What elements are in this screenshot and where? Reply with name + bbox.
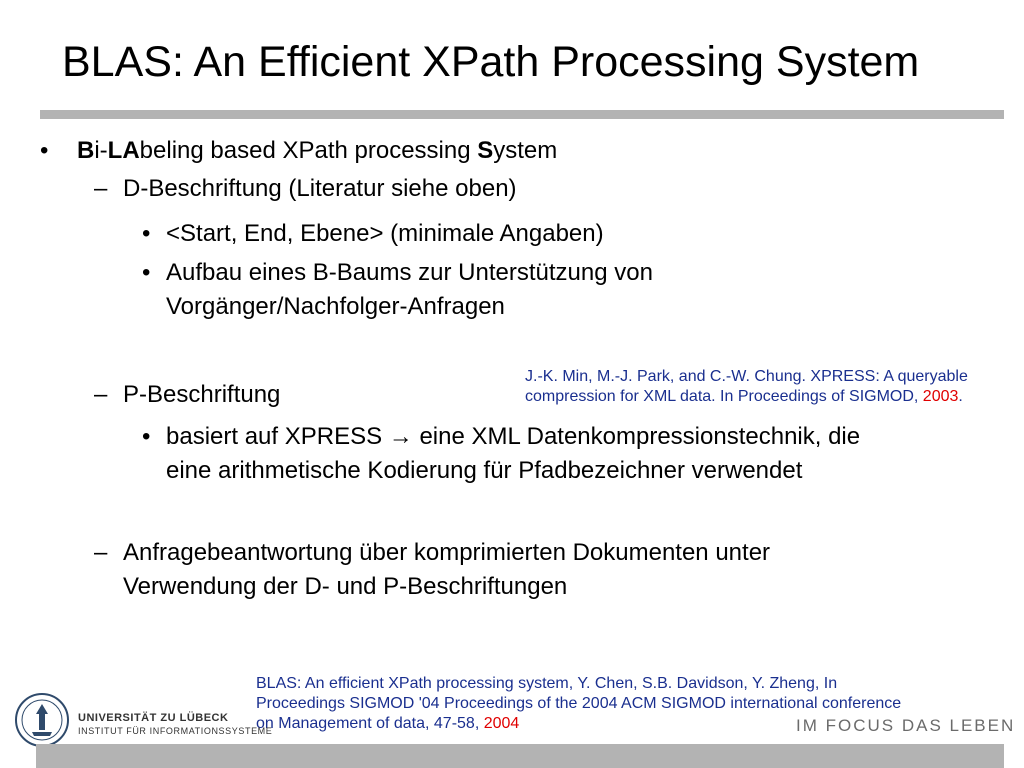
slide-title: BLAS: An Efficient XPath Processing System	[62, 38, 920, 86]
dash-anfragebeantwortung-line2: Verwendung der D- und P-Beschriftungen	[123, 573, 568, 600]
footer-slogan: IM FOCUS DAS LEBEN	[796, 716, 1016, 735]
sub-xpress-line2: eine arithmetische Kodierung für Pfadbezeichner verwendet	[166, 457, 803, 484]
text-part: beling based XPath processing	[139, 137, 478, 164]
sub-start-end-ebene: <Start, End, Ebene> (minimale Angaben)	[166, 220, 604, 247]
bullet-marker: •	[142, 220, 151, 247]
reference-blas-line1: BLAS: An efficient XPath processing system, Y. Chen, S.B. Davidson, Y. Zheng, In	[256, 675, 838, 692]
reference-blas-line2: Proceedings SIGMOD '04 Proceedings of the 2004 ACM SIGMOD international conference	[256, 695, 902, 712]
emphasis-la: LA	[107, 137, 140, 164]
bullet-marker: •	[40, 137, 49, 164]
sub-b-baum-line1: Aufbau eines B-Baums zur Unterstützung von	[166, 259, 653, 286]
sub-xpress-line1: basiert auf XPRESS → eine XML Datenkompressionstechnik, die	[166, 423, 861, 450]
text-part: ystem	[493, 137, 558, 164]
institute-name: INSTITUT FÜR INFORMATIONSSYSTEME	[78, 726, 273, 736]
dash-anfragebeantwortung-line1: Anfragebeantwortung über komprimierten Dokumenten unter	[123, 539, 771, 566]
emphasis-s: S	[477, 137, 494, 164]
reference-xpress-line1: J.-K. Min, M.-J. Park, and C.-W. Chung. XPRESS: A queryable	[525, 368, 968, 385]
university-name: UNIVERSITÄT ZU LÜBECK	[78, 712, 229, 724]
reference-xpress-line2	[525, 387, 963, 407]
dash-marker: –	[94, 539, 108, 566]
reference-text: on Management of data, 47-58,	[256, 715, 484, 732]
title-divider	[40, 110, 1004, 119]
reference-year: 2003	[922, 388, 959, 405]
dash-p-beschriftung: P-Beschriftung	[123, 381, 281, 408]
emphasis-b: B	[77, 137, 95, 164]
reference-end: .	[958, 388, 963, 405]
bullet-bi-labeling	[77, 136, 557, 166]
reference-blas-line3	[256, 714, 519, 734]
footer-bar	[36, 744, 1004, 768]
dash-marker: –	[94, 175, 108, 202]
text-part: i-	[94, 137, 108, 164]
dash-marker: –	[94, 381, 108, 408]
reference-text: compression for XML data. In Proceedings of SIGMOD,	[525, 388, 923, 405]
sub-b-baum-line2: Vorgänger/Nachfolger-Anfragen	[166, 293, 505, 320]
dash-d-beschriftung: D-Beschriftung (Literatur siehe oben)	[123, 175, 517, 202]
bullet-marker: •	[142, 259, 151, 286]
bullet-marker: •	[142, 423, 151, 450]
reference-year: 2004	[483, 715, 520, 732]
university-seal-icon	[14, 692, 70, 748]
